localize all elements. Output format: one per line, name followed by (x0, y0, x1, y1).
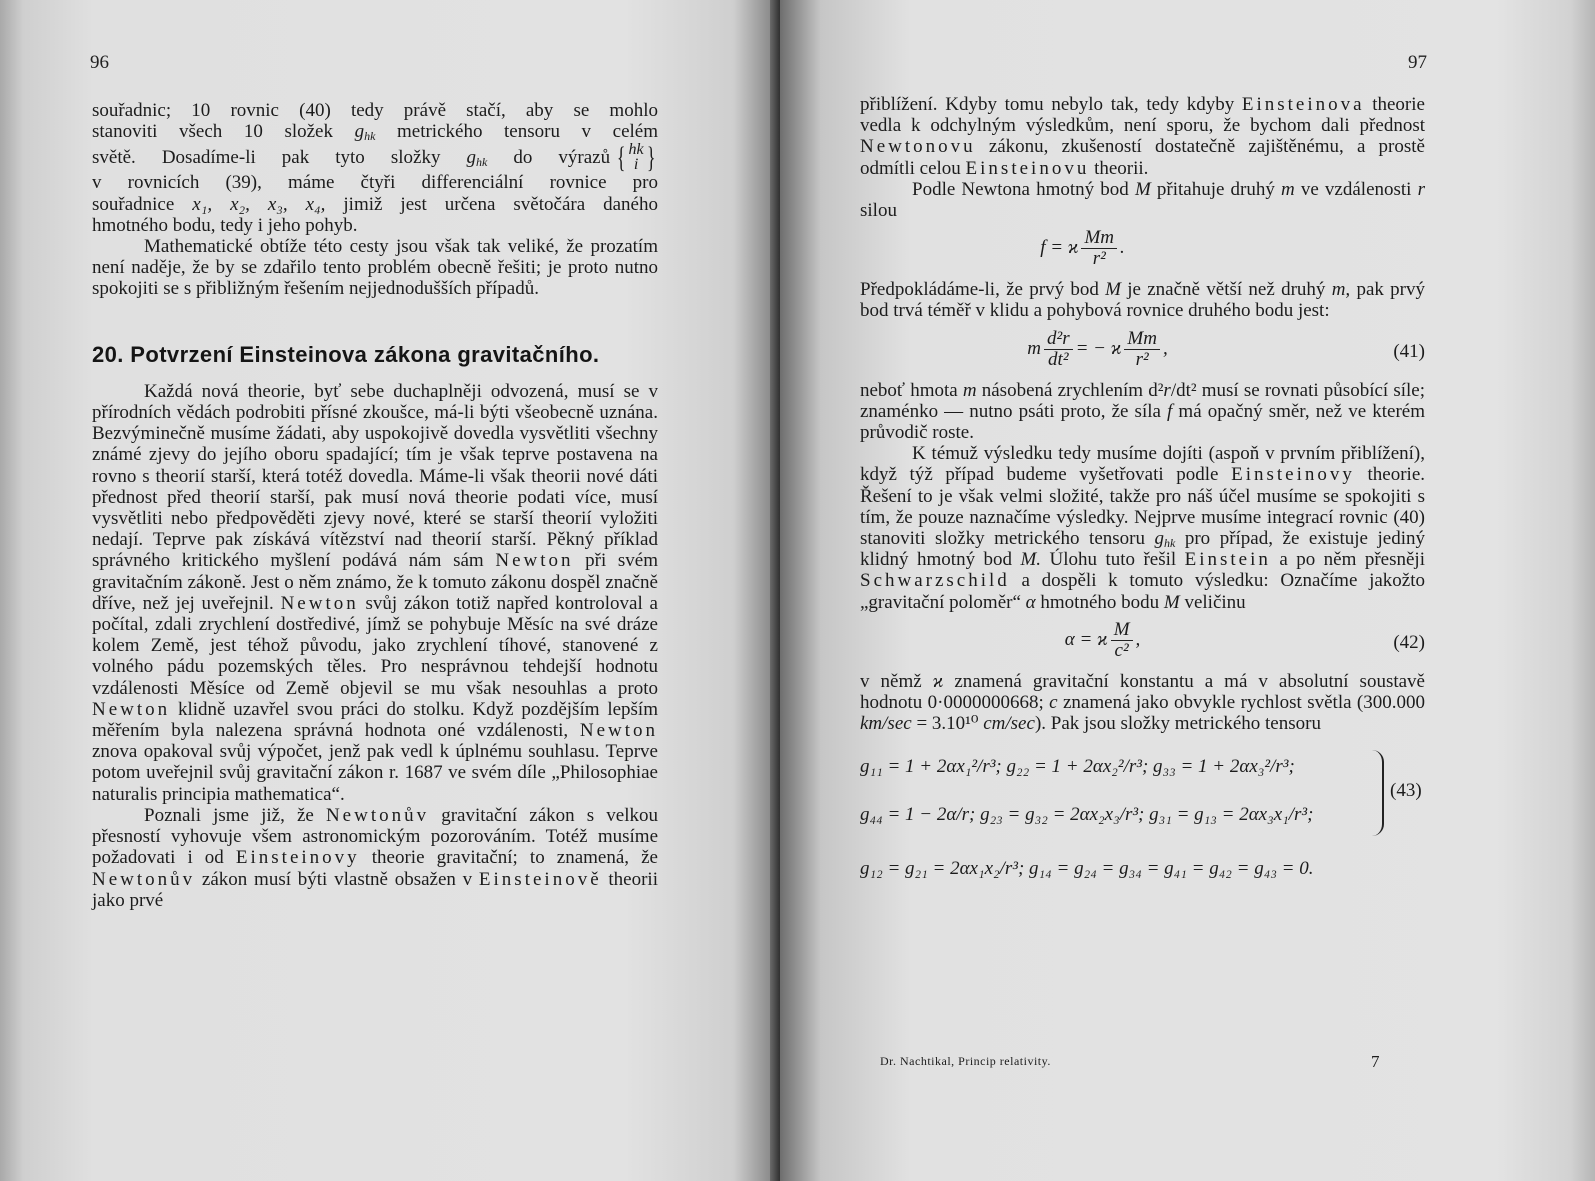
page-number-right: 97 (1408, 52, 1427, 73)
right-page (780, 0, 1595, 1181)
equation-number: (42) (1393, 631, 1425, 653)
equation-42: α = ϰ $\frac{M}{\text{c²}}$ , (42) (1064, 618, 1425, 661)
text-line: hmotného bodu, tedy i jeho pohyb. (92, 214, 358, 236)
paragraph-continuation: přiblížení. Kdyby tomu nebylo tak, tedy kdyby Einsteinova theorie vedla k odchylným výsledkům, není sporu, že bychom dali přednost Newtonovu zákonu, zkušeností dostatečně zajištěnému, a prostě odmítli celou Einsteinovu theorii. (860, 94, 1425, 179)
equation-43-system (860, 744, 1425, 896)
name-newton: Newton (92, 698, 171, 720)
paragraph: v němž ϰ znamená gravitační konstantu a má v absolutní soustavě hodnotu 0·0000000668; c znamená jako obvykle rychlost světla (300.000 km/sec = 3.10¹⁰ cm/sec). Pak jsou složky metrického tensoru (860, 670, 1425, 735)
equation-line: g₁₁ = 1 + 2αx₁²/r³; g₂₂ = 1 + 2αx₂²/r³; g₃₃ = 1 + 2αx₃²/r³; (860, 756, 1295, 778)
name-newton: Newton (495, 550, 574, 572)
paragraph: Poznali jsme již, že Newtonův gravitační zákon s velkou přesností vyhovuje všem astronomickým pozorováním. Totéž musíme požadovati i od Einsteinovy theorie gravitační; to znamená, že Newtonův zákon musí býti vlastně obsažen v Einsteinově theorii jako prvé (92, 804, 659, 911)
equation-number: (43) (1390, 780, 1422, 802)
footer-signature: Dr. Nachtikal, Princip relativity. (880, 1054, 1051, 1068)
equation-line: g₄₄ = 1 − 2α/r; g₂₃ = g₃₂ = 2αx₂x₃/r³; g₃₁ = g₁₃ = 2αx₃x₁/r³; (860, 804, 1314, 826)
text-line: souřadnic; 10 rovnic (40) tedy právě stačí, aby se mohlo (92, 100, 658, 121)
name-newton: Newton (579, 720, 658, 742)
equation-41: m $\frac{\text{d²r}}{\text{dt²}}$ = − ϰ $\frac{Mm}{\text{r²}}$ , (41) (1027, 327, 1425, 370)
christoffel-symbol: { hk i } (616, 140, 656, 174)
paragraph: Předpokládáme-li, že prvý bod M je značně větší než druhý m, pak prvý bod trvá téměř v klidu a pohybová rovnice druhého bodu jest: (860, 279, 1425, 322)
paragraph: neboť hmota m násobená zrychlením d²r/dt² musí se rovnati působící síle; znaménko — nutno psáti proto, že síla f má opačný směr, než ve kterém průvodič roste. (860, 379, 1426, 444)
paragraph: Mathematické obtíže této cesty jsou však tak veliké, že prozatím není naděje, že by se zdařilo tento problém obecně řešiti; je proto nutno spokojiti se s přibližným řešením nejjednodušších případů. (92, 236, 658, 300)
signature-number: 7 (1371, 1052, 1380, 1071)
equation-number: (41) (1393, 340, 1425, 362)
text-line: světě. Dosadíme-li pak tyto složky $g_{hk}$ do výrazů (92, 146, 611, 169)
left-text-column (92, 100, 658, 911)
name-newton: Newton (280, 592, 359, 614)
paragraph-continuation (92, 100, 658, 236)
page-number-left: 96 (90, 52, 109, 73)
text-line: souřadnice x₁, x₂, x₃, x₄, jimiž jest určena světočára daného (92, 193, 658, 215)
right-text-column (860, 94, 1425, 902)
left-page (0, 0, 780, 1181)
paragraph: Podle Newtona hmotný bod M přitahuje druhý m ve vzdálenosti r silou (860, 178, 1425, 222)
section-heading: 20. Potvrzení Einsteinova zákona gravitačního. (92, 341, 600, 367)
equation-force: f = ϰ $\frac{Mm}{\text{r²}}$ . (1040, 227, 1125, 270)
paragraph: Každá nová theorie, byť sebe duchaplněji odvozená, musí se v přírodních vědách podrobiti přísné zkoušce, má-li býti všeobecně uznána. Bezvýminečně musíme žádati, aby uspokojivě dovedla vysvětliti všechny známé zjevy do jejího oboru spadající; tím je však teprve postavena na rovno s theorií starší, která totéž dovedla. Máme-li však theorii nové dáti přednost před theorií starší, pak musí nová theorie podati více, musí vysvětliti nebo předpověděti zjevy nové, které se starší theorií vyložiti nedají. Teprve pak získává vítězství nad theorií starší. Pěkný příklad správného kritického myšlení podává nám sám Newton při svém gravitačním zákoně. Jest o něm známo, že k tomuto zákonu dospěl značně dříve, než jej uveřejnil. Newton svůj zákon totiž napřed kontroloval a počítal, zdali zrychlení dostředivé, jímž se pohybuje Měsíc na své dráze kolem Země, jest téhož původu, jako zrychlení tíhové, stanovené z volného pádu pozemských těles. Pro nesprávnou tehdejší hodnotu vzdálenosti Měsíce od Země objevil se mu však nesouhlas a proto Newton klidně uzavřel svou práci do stolku. Když pozdějším lepším měřením byla nalezena správná hodnota oné vzdálenosti, Newton znova opakoval svůj výpočet, jenž pak vedl k úplnému souhlasu. Teprve potom uveřejnil svůj gravitační zákon r. 1687 ve svém díle „Philosophiae naturalis principia mathematica“. (92, 380, 659, 805)
paragraph: K témuž výsledku tedy musíme dojíti (aspoň v prvním přiblížení), když týž případ budeme vyšetřovati podle Einsteinovy theorie. Řešení to je však velmi složité, takže pro náš účel musíme se spokojiti s tím, že pouze naznačíme výsledky. Nejprve musíme integrací rovnic (40) stanoviti složky metrického tensoru $g_{hk}$ pro případ, že existuje jediný klidný hmotný bod M. Úlohu tuto řešil Einstein a po něm přesněji Schwarzschild a dospěli k tomuto výsledku: Označíme jakožto „gravitační poloměr“ α hmotného bodu M veličinu (860, 443, 1425, 613)
system-brace (1372, 750, 1384, 836)
text-line: v rovnicích (39), máme čtyři differenciální rovnice pro (92, 172, 658, 194)
text-line: stanoviti všech 10 složek $g_{hk}$ metrického tensoru v celém (92, 121, 658, 144)
equation-line: g₁₂ = g₂₁ = 2αx₁x₂/r³; g₁₄ = g₂₄ = g₃₄ = g₄₁ = g₄₂ = g₄₃ = 0. (860, 858, 1314, 880)
page-footer (880, 1054, 1380, 1069)
